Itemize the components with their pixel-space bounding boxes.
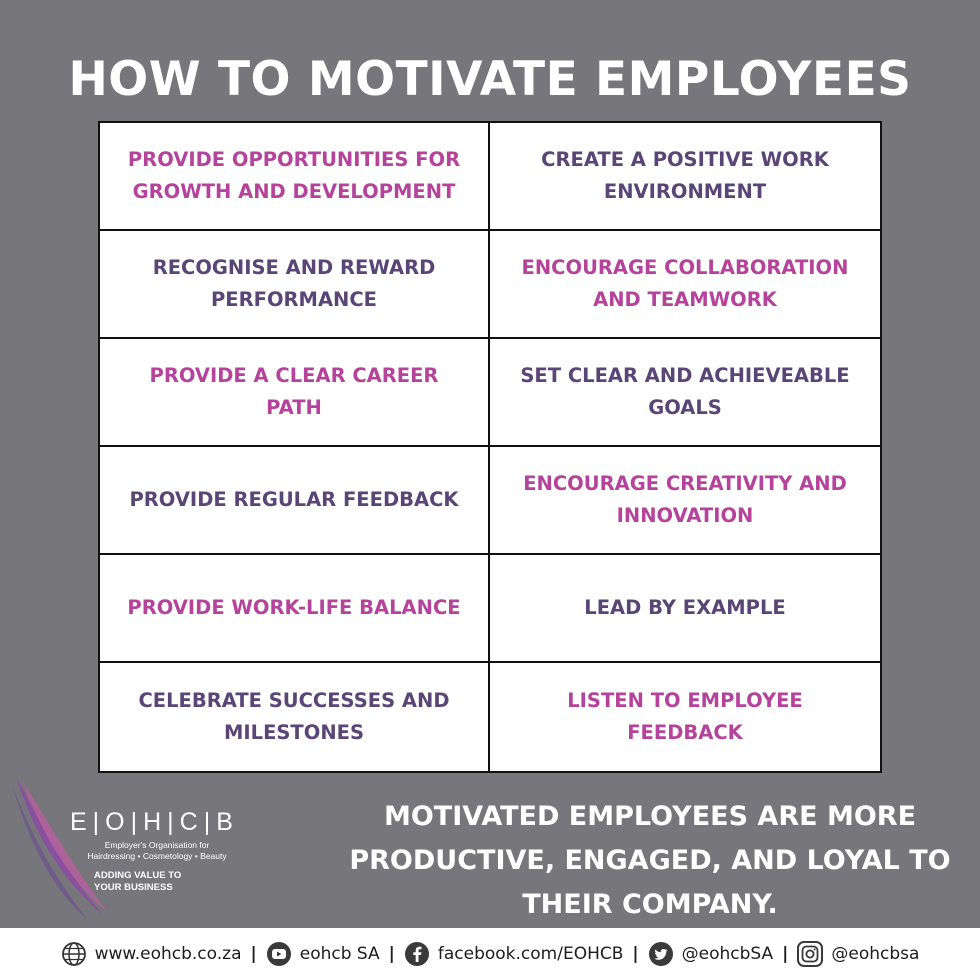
tip-cell: RECOGNISE AND REWARD PERFORMANCE [100, 231, 490, 339]
page-title: HOW TO MOTIVATE EMPLOYEES [68, 52, 912, 107]
footer-contact-bar [0, 928, 980, 980]
tip-cell: ENCOURAGE COLLABORATION AND TEAMWORK [490, 231, 880, 339]
tip-cell: PROVIDE REGULAR FEEDBACK [100, 447, 490, 555]
tip-cell: PROVIDE A CLEAR CAREER PATH [100, 339, 490, 447]
tips-table [98, 121, 882, 773]
instagram-icon [797, 941, 823, 967]
logo-subtitle-line: Employer's Organisation for [104, 840, 210, 850]
facebook-icon [404, 941, 430, 967]
youtube-text: eohcb SA [299, 944, 380, 964]
separator: | [250, 944, 257, 964]
logo-tagline-line: ADDING VALUE TO [94, 870, 182, 881]
tip-cell: SET CLEAR AND ACHIEVEABLE GOALS [490, 339, 880, 447]
instagram-link[interactable] [797, 941, 919, 967]
separator: | [388, 944, 395, 964]
youtube-link[interactable] [266, 941, 380, 967]
tip-cell: PROVIDE OPPORTUNITIES FOR GROWTH AND DEVELOPMENT [100, 123, 490, 231]
facebook-text: facebook.com/EOHCB [437, 944, 624, 964]
twitter-icon [648, 941, 674, 967]
website-text: www.eohcb.co.za [94, 944, 242, 964]
logo-letters: E|O|H|C|B [70, 808, 239, 836]
closing-statement: MOTIVATED EMPLOYEES ARE MORE PRODUCTIVE, ENGAGED, AND LOYAL TO THEIR COMPANY. [349, 801, 951, 920]
logo-subtitle [72, 840, 242, 862]
facebook-link[interactable] [404, 941, 624, 967]
tip-cell: LISTEN TO EMPLOYEE FEEDBACK [567, 689, 803, 744]
logo-subtitle-line: Hairdressing • Cosmetology • Beauty [87, 851, 227, 861]
logo-tagline-line: YOUR BUSINESS [94, 882, 173, 893]
tip-cell: CREATE A POSITIVE WORK ENVIRONMENT [490, 123, 880, 231]
separator: | [632, 944, 639, 964]
separator: | [782, 944, 789, 964]
website-link[interactable] [61, 941, 242, 967]
instagram-text: @eohcbsa [831, 944, 920, 964]
tip-cell: CELEBRATE SUCCESSES AND MILESTONES [100, 663, 490, 771]
twitter-text: @eohcbSA [681, 944, 774, 964]
logo-tagline [94, 870, 234, 894]
tip-cell: LEAD BY EXAMPLE [490, 555, 880, 663]
youtube-icon [266, 941, 292, 967]
globe-icon [61, 941, 87, 967]
tip-cell: PROVIDE WORK-LIFE BALANCE [100, 555, 490, 663]
twitter-link[interactable] [648, 941, 774, 967]
tip-cell: ENCOURAGE CREATIVITY AND INNOVATION [490, 447, 880, 555]
